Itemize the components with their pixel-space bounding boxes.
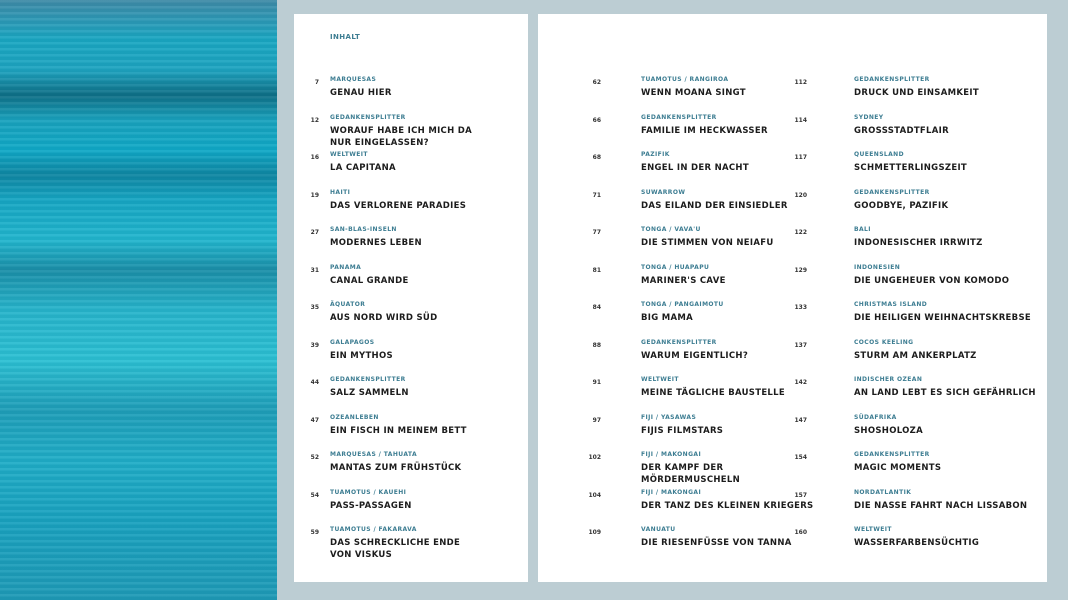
- page-number: 7: [314, 79, 319, 86]
- entry-location: CHRISTMAS ISLAND: [854, 301, 928, 308]
- entry-title: DRUCK UND EINSAMKEIT: [854, 88, 979, 98]
- entry-text: [854, 76, 979, 99]
- entry-location: BALI: [854, 226, 871, 233]
- entry-title: CANAL GRANDE: [330, 275, 409, 286]
- entry-text: [330, 526, 460, 561]
- entry-title: STURM AM ANKERPLATZ: [854, 350, 977, 361]
- entry-title: LA CAPITANA: [330, 163, 396, 173]
- entry-location: COCOS KEELING: [854, 338, 914, 346]
- page-number: 120: [794, 191, 807, 199]
- entry-location: SÜDAFRIKA: [854, 413, 897, 421]
- page-number: 147: [794, 416, 807, 424]
- entry-title: DIE RIESENFÜSSE VON TANNA: [641, 538, 792, 548]
- entry-title: SALZ SAMMELN: [330, 388, 409, 398]
- page-number: 71: [592, 191, 601, 199]
- entry-location: SAN-BLAS-INSELN: [330, 226, 397, 233]
- page-number: 157: [794, 491, 807, 499]
- toc-entry: [794, 151, 1044, 189]
- page-number: 112: [794, 79, 807, 86]
- entry-text: [330, 189, 466, 212]
- entry-text: [854, 226, 983, 249]
- page-number: 44: [310, 379, 319, 386]
- page-number: 84: [592, 304, 601, 311]
- page-number: 133: [794, 304, 807, 311]
- entry-title: GENAU HIER: [330, 88, 392, 98]
- entry-title: PASS-PASSAGEN: [330, 500, 412, 511]
- entry-location: MARQUESAS / TAHUATA: [330, 451, 417, 458]
- entry-text: [330, 151, 396, 174]
- toc-page-right: [538, 14, 1047, 582]
- toc-entry: [305, 114, 520, 152]
- entry-text: [854, 489, 1027, 512]
- entry-location: TONGA / VAVA'U: [641, 226, 701, 233]
- entry-text: [330, 489, 412, 512]
- entry-text: [854, 114, 949, 137]
- toc-entry: [305, 264, 520, 302]
- page-number: 66: [592, 116, 601, 124]
- entry-text: [641, 76, 746, 99]
- entry-title: EIN FISCH IN MEINEM BETT: [330, 425, 467, 436]
- entry-text: [330, 414, 467, 437]
- entry-location: TUAMOTUS / KAUEHI: [330, 488, 407, 496]
- entry-title: GROSSSTADTFLAIR: [854, 125, 949, 136]
- toc-entry: [794, 113, 1044, 152]
- entry-title: SHOSHOLOZA: [854, 425, 924, 436]
- toc-column-3: [794, 76, 1044, 564]
- entry-location: ÄQUATOR: [330, 301, 366, 308]
- page-number: 12: [310, 116, 319, 124]
- entry-text: [330, 376, 409, 399]
- toc-entry: [794, 526, 1044, 564]
- entry-location: MARQUESAS: [330, 76, 377, 83]
- entry-title: MANTAS ZUM FRÜHSTÜCK: [330, 463, 462, 473]
- entry-location: OZEANLEBEN: [330, 413, 379, 421]
- page-number: 137: [794, 341, 807, 349]
- toc-entry: [305, 339, 520, 377]
- entry-title: EIN MYTHOS: [330, 350, 393, 361]
- entry-text: [854, 526, 979, 549]
- entry-title: DIE NASSE FAHRT NACH LISSABON: [854, 500, 1028, 511]
- toc-heading: INHALT: [330, 33, 361, 41]
- entry-location: NORDATLANTIK: [854, 488, 912, 496]
- entry-title: SCHMETTERLINGSZEIT: [854, 163, 968, 173]
- entry-location: SYDNEY: [854, 113, 884, 121]
- entry-location: INDONESIEN: [854, 263, 901, 271]
- entry-title: DAS SCHRECKLICHE ENDE VON VISKUS: [330, 538, 461, 560]
- page-number: 27: [310, 229, 319, 236]
- entry-location: GEDANKENSPLITTER: [641, 113, 717, 121]
- entry-location: GEDANKENSPLITTER: [854, 76, 930, 83]
- entry-text: [330, 451, 461, 474]
- entry-title: GOODBYE, PAZIFIK: [854, 200, 949, 211]
- entry-location: VANUATU: [641, 526, 676, 533]
- entry-title: MAGIC MOMENTS: [854, 463, 942, 473]
- entry-title: DAS EILAND DER EINSIEDLER: [641, 200, 788, 211]
- entry-text: [854, 301, 1031, 324]
- toc-entry: [305, 376, 520, 414]
- entry-title: MODERNES LEBEN: [330, 238, 422, 248]
- toc-entry: [305, 301, 520, 339]
- entry-text: [854, 414, 923, 437]
- toc-entry: [305, 76, 520, 114]
- entry-location: FIJI / MAKONGAI: [641, 451, 702, 458]
- entry-title: WARUM EIGENTLICH?: [641, 350, 749, 361]
- entry-location: GEDANKENSPLITTER: [854, 451, 930, 458]
- page-number: 91: [592, 379, 601, 386]
- entry-title: DER TANZ DES KLEINEN KRIEGERS: [641, 500, 814, 511]
- page-number: 52: [310, 454, 319, 461]
- entry-title: DIE STIMMEN VON NEIAFU: [641, 238, 774, 248]
- entry-text: [641, 151, 749, 174]
- page-number: 31: [310, 266, 319, 274]
- entry-title: WORAUF HABE ICH MICH DA NUR EINGELASSEN?: [330, 125, 473, 148]
- toc-column-2: [588, 76, 821, 564]
- page-number: 129: [794, 266, 807, 274]
- entry-location: PAZIFIK: [641, 151, 670, 158]
- entry-location: QUEENSLAND: [854, 151, 904, 158]
- entry-location: WELTWEIT: [641, 376, 679, 383]
- entry-text: [854, 151, 967, 174]
- toc-entry: [305, 489, 520, 527]
- entry-text: [330, 339, 393, 362]
- entry-title: MEINE TÄGLICHE BAUSTELLE: [641, 388, 785, 398]
- entry-title: AUS NORD WIRD SÜD: [330, 313, 438, 323]
- entry-title: DIE HEILIGEN WEIHNACHTSKREBSE: [854, 313, 1031, 323]
- entry-text: [330, 76, 392, 99]
- entry-location: PANAMA: [330, 263, 362, 271]
- toc-entry: [794, 76, 1044, 114]
- entry-text: [854, 451, 941, 474]
- entry-location: GALAPAGOS: [330, 338, 375, 346]
- toc-entry: [794, 451, 1044, 489]
- entry-text: [854, 339, 977, 362]
- entry-text: [641, 414, 723, 437]
- entry-title: WENN MOANA SINGT: [641, 88, 746, 98]
- toc-entry: [305, 226, 520, 264]
- entry-title: FIJIS FILMSTARS: [641, 425, 724, 436]
- page-number: 54: [310, 491, 319, 499]
- toc-entry: [794, 226, 1044, 264]
- entry-location: SUWARROW: [641, 188, 686, 196]
- page-number: 142: [794, 379, 807, 386]
- toc-entry: [305, 526, 520, 564]
- entry-title: MARINER'S CAVE: [641, 275, 726, 286]
- entry-text: [330, 226, 422, 249]
- toc-entry: [305, 151, 520, 189]
- toc-entry: [305, 189, 520, 227]
- entry-text: [330, 301, 437, 324]
- toc-column-1: [305, 76, 520, 564]
- entry-title: DAS VERLORENE PARADIES: [330, 200, 467, 211]
- entry-location: FIJI / YASAWAS: [641, 413, 697, 421]
- toc-entry: [794, 263, 1044, 302]
- entry-title: AN LAND LEBT ES SICH GEFÄHRLICH: [854, 388, 1036, 398]
- entry-text: [330, 114, 472, 149]
- toc-entry: [794, 301, 1044, 339]
- toc-page-left: [294, 14, 528, 582]
- entry-location: TONGA / HUAPAPU: [641, 263, 710, 271]
- toc-entry: [794, 338, 1044, 377]
- toc-entry: [794, 376, 1044, 414]
- page-number: 88: [592, 341, 601, 349]
- entry-title: INDONESISCHER IRRWITZ: [854, 238, 983, 248]
- ocean-photo: [0, 0, 277, 600]
- page-number: 104: [588, 491, 601, 499]
- entry-location: FIJI / MAKONGAI: [641, 488, 702, 496]
- page-number: 122: [794, 229, 807, 236]
- entry-location: WELTWEIT: [854, 526, 892, 533]
- entry-title: DIE UNGEHEUER VON KOMODO: [854, 275, 1010, 286]
- page-number: 39: [310, 341, 319, 349]
- page-number: 59: [310, 529, 319, 536]
- entry-text: [854, 189, 948, 212]
- entry-text: [641, 301, 724, 324]
- entry-location: GEDANKENSPLITTER: [330, 376, 406, 383]
- entry-title: DER KAMPF DER MÖRDERMUSCHELN: [641, 463, 741, 485]
- page-number: 154: [794, 454, 807, 461]
- toc-entry: [794, 413, 1044, 452]
- entry-text: [854, 264, 1009, 287]
- entry-location: GEDANKENSPLITTER: [330, 113, 406, 121]
- entry-location: INDISCHER OZEAN: [854, 376, 923, 383]
- page-number: 47: [310, 416, 319, 424]
- entry-title: WASSERFARBENSÜCHTIG: [854, 538, 980, 548]
- entry-location: TUAMOTUS / RANGIROA: [641, 76, 729, 83]
- toc-entry: [305, 414, 520, 452]
- page-number: 160: [794, 529, 807, 536]
- page-number: 117: [794, 154, 807, 161]
- page-number: 68: [592, 154, 601, 161]
- entry-location: GEDANKENSPLITTER: [854, 188, 930, 196]
- entry-location: TONGA / PANGAIMOTU: [641, 301, 724, 308]
- entry-text: [641, 264, 726, 287]
- toc-entry: [305, 451, 520, 489]
- page-number: 16: [310, 154, 319, 161]
- entry-location: TUAMOTUS / FAKARAVA: [330, 526, 417, 533]
- toc-entry: [794, 488, 1044, 527]
- entry-location: WELTWEIT: [330, 151, 368, 158]
- entry-title: FAMILIE IM HECKWASSER: [641, 125, 768, 136]
- page-number: 19: [310, 191, 319, 199]
- page-number: 35: [310, 304, 319, 311]
- entry-text: [854, 376, 1036, 399]
- entry-text: [641, 339, 748, 362]
- page-number: 114: [794, 116, 807, 124]
- toc-entry: [794, 188, 1044, 227]
- page-number: 81: [592, 266, 601, 274]
- entry-text: [330, 264, 409, 287]
- page-number: 102: [588, 454, 601, 461]
- page-number: 109: [588, 529, 601, 536]
- entry-location: HAITI: [330, 188, 351, 196]
- page-number: 62: [592, 79, 601, 86]
- page-number: 97: [592, 416, 601, 424]
- page-number: 77: [592, 229, 601, 236]
- entry-title: ENGEL IN DER NACHT: [641, 163, 749, 173]
- entry-title: BIG MAMA: [641, 313, 694, 323]
- entry-location: GEDANKENSPLITTER: [641, 338, 717, 346]
